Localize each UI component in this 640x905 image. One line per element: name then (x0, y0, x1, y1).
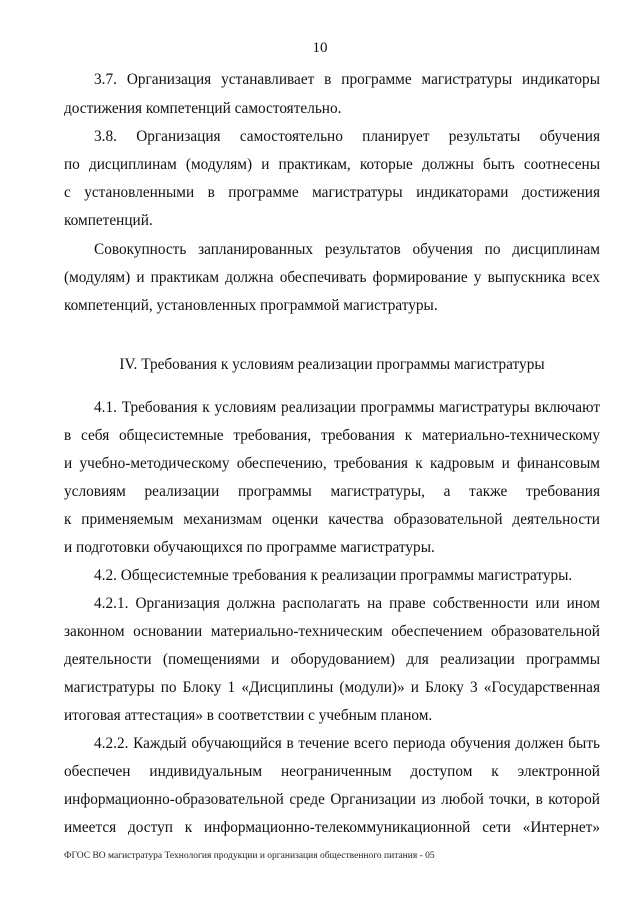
page-number: 10 (312, 40, 328, 56)
paragraph-4-2-1-line-5: итоговая аттестация» в соответствии с учебным планом. (64, 707, 433, 724)
paragraph-4-2-1-line-4: магистратуры по Блоку 1 «Дисциплины (модули)» и Блоку 3 «Государственная (64, 679, 600, 696)
paragraph-3-8-line-3: с установленными в программе магистратуры индикаторами достижения (64, 184, 600, 201)
paragraph-3-7-line-1: 3.7. Организация устанавливает в программе магистратуры индикаторы (94, 71, 600, 88)
paragraph-4-1-line-4: условиям реализации программы магистратуры, а также требования (64, 483, 600, 500)
paragraph-3-8-line-2: по дисциплинам (модулям) и практикам, которые должны быть соотнесены (64, 156, 600, 173)
paragraph-4-2-1-line-1: 4.2.1. Организация должна располагать на праве собственности или ином (94, 595, 600, 612)
paragraph-4-2-1-line-3: деятельности (помещениями и оборудованием) для реализации программы (64, 651, 600, 668)
paragraph-4-1-line-6: и подготовки обучающихся по программе магистратуры. (64, 539, 435, 556)
paragraph-3-8-line-1: 3.8. Организация самостоятельно планирует результаты обучения (94, 128, 600, 145)
paragraph-4-1-line-2: в себя общесистемные требования, требования к материально-техническому (64, 427, 600, 444)
paragraph-4-2-1-line-2: законном основании материально-техническим обеспечением образовательной (64, 623, 600, 640)
paragraph-totality-line-2: (модулям) и практикам должна обеспечивать формирование у выпускника всех (64, 269, 600, 286)
paragraph-4-1-line-3: и учебно-методическому обеспечению, требования к кадровым и финансовым (64, 455, 600, 472)
paragraph-3-7-line-2: достижения компетенций самостоятельно. (64, 100, 342, 117)
paragraph-3-8-line-4: компетенций. (64, 212, 153, 229)
section-heading: IV. Требования к условиям реализации программы магистратуры (119, 356, 545, 373)
paragraph-4-1-line-5: к применяемым механизмам оценки качества образовательной деятельности (64, 511, 600, 528)
paragraph-4-2-line-1: 4.2. Общесистемные требования к реализации программы магистратуры. (94, 567, 573, 584)
paragraph-totality-line-1: Совокупность запланированных результатов обучения по дисциплинам (94, 241, 600, 258)
paragraph-4-2-2-line-1: 4.2.2. Каждый обучающийся в течение всего периода обучения должен быть (94, 735, 600, 752)
paragraph-4-1-line-1: 4.1. Требования к условиям реализации программы магистратуры включают (94, 399, 600, 416)
paragraph-4-2-2-line-3: информационно-образовательной среде Организации из любой точки, в которой (64, 791, 600, 808)
paragraph-4-2-2-line-2: обеспечен индивидуальным неограниченным доступом к электронной (64, 763, 600, 780)
paragraph-totality-line-3: компетенций, установленных программой магистратуры. (64, 297, 438, 314)
page-footer: ФГОС ВО магистратура Технология продукции и организация общественного питания - 05 (64, 851, 435, 861)
paragraph-4-2-2-line-4: имеется доступ к информационно-телекоммуникационной сети «Интернет» (64, 819, 600, 836)
